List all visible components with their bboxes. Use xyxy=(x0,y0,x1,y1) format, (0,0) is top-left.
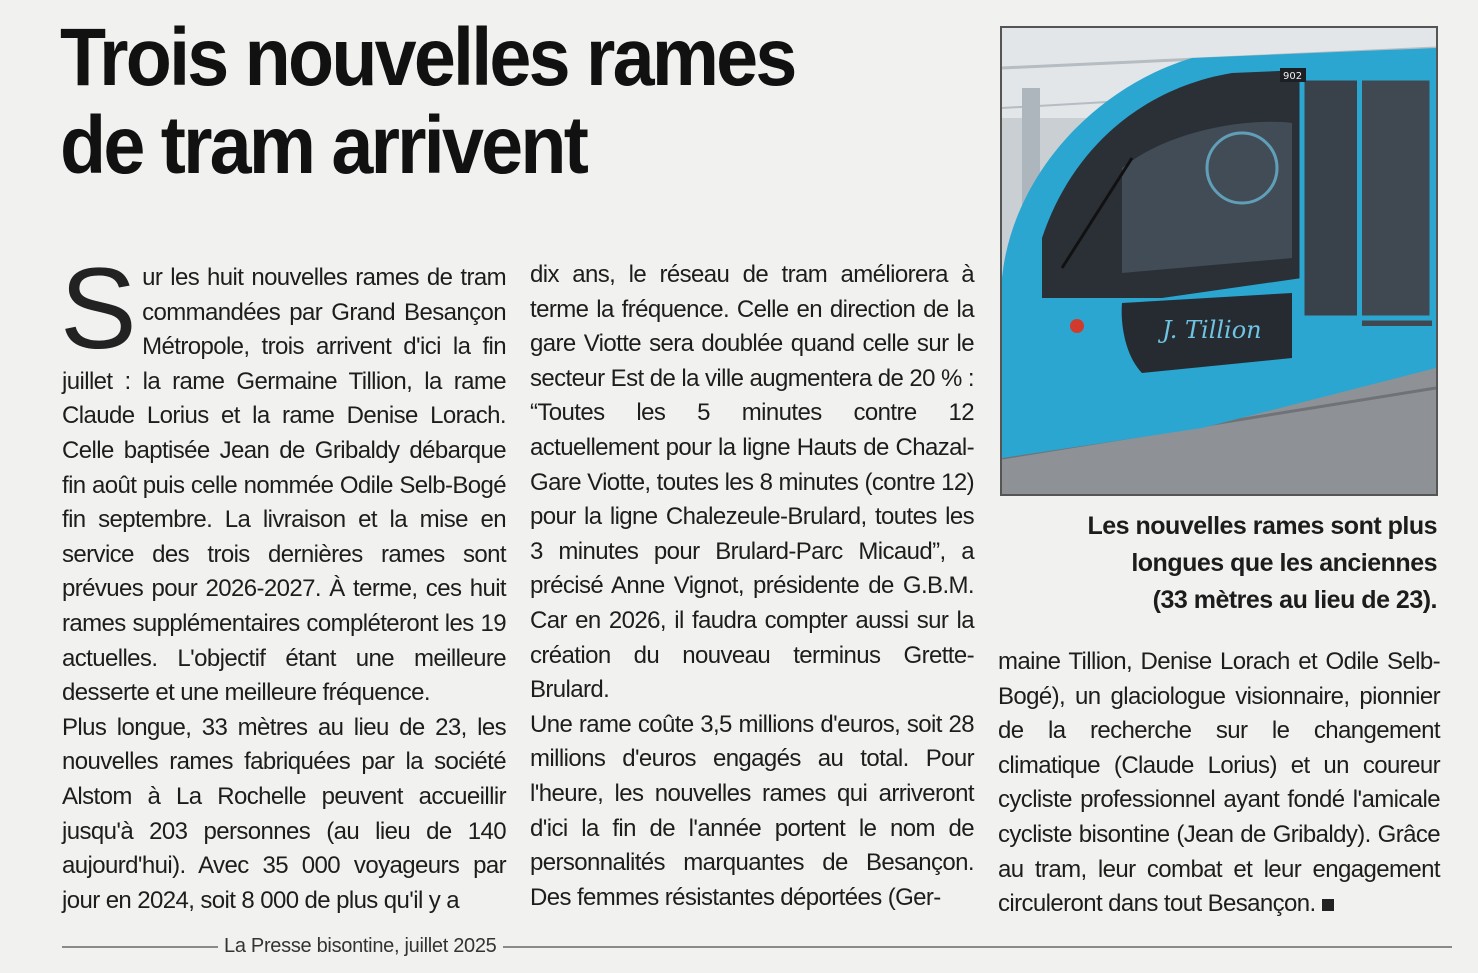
article-column-2 xyxy=(530,258,974,915)
article-paragraph: Plus longue, 33 mètres au lieu de 23, les nouvelles rames fabriquées par la société Alstom à La Rochelle peuvent accueillir jusqu'à 203 personnes (au lieu de 140 aujourd'hui). Avec 35 000 voyageurs par jour en 2024, soit 8 000 de plus qu'il y a xyxy=(62,713,506,914)
tram-number: 902 xyxy=(1283,71,1303,82)
tram-name-text: J. Tillion xyxy=(1162,316,1262,344)
article-paragraph: Une rame coûte 3,5 millions d'euros, soit 28 millions d'euros engagés au total. Pour l'heure, les nouvelles rames qui arriveront d'ici la fin de l'année portent le nom de personnalités marquantes de Besançon. Des femmes résistantes déportées (Ger- xyxy=(530,710,974,911)
headline-line-2: de tram arrivent xyxy=(60,100,587,191)
article-column-1 xyxy=(60,245,506,918)
photo-caption xyxy=(1005,508,1437,619)
tram-photo xyxy=(1000,26,1438,496)
paragraph-text: ur les huit nouvelles rames de tram commandées par Grand Besançon Métropole, trois arrivent d'ici la fin juillet : la rame Germaine Tillion, la rame Claude Lorius et la rame Denise Lorach. Celle baptisée Jean de Gribaldy débarque fin août puis celle nommée Odile Selb-Bogé fin septembre. La livraison et la mise en service des trois dernières rames sont prévues pour 2026-2027. À terme, ces huit rames supplémentaires compléteront les 19 actuelles. L'objectif étant une meilleure desserte et une meilleure fréquence. xyxy=(62,264,506,707)
article-paragraph xyxy=(998,645,1440,922)
headline xyxy=(60,14,916,190)
caption-line-3: (33 mètres au lieu de 23). xyxy=(1152,586,1437,614)
caption-line-1: Les nouvelles rames sont plus xyxy=(1087,512,1437,540)
article-paragraph: dix ans, le réseau de tram améliorera à terme la fréquence. Celle en direction de la gare Viotte sera doublée quand celle sur le secteur Est de la ville augmentera de 20 % : “Toutes les 5 minutes contre 12 actuellement pour la ligne Hauts de Chazal-Gare Viotte, toutes les 8 minutes (contre 12) pour la ligne Chalezeule-Brulard, toutes les 3 minutes pour Brulard-Parc Micaud”, a précisé Anne Vignot, présidente de G.B.M. Car en 2026, il faudra compter aussi sur la création du nouveau terminus Grette-Brulard. xyxy=(530,261,974,704)
article-paragraph xyxy=(60,245,506,711)
drop-cap: S xyxy=(60,245,137,373)
headline-line-1: Trois nouvelles rames xyxy=(60,12,795,103)
article-column-3 xyxy=(998,645,1440,922)
caption-line-2: longues que les anciennes xyxy=(1131,549,1437,577)
paragraph-text: maine Tillion, Denise Lorach et Odile Selb-Bogé), un glaciologue visionnaire, pionnier de la recherche sur le changement climatique (Claude Lorius) et un coureur cycliste professionnel ayant fondé l'amicale cycliste bisontine (Jean de Gribaldy). Grâce au tram, leur combat et leur engagement circuleront dans tout Besançon. xyxy=(998,648,1440,918)
footer-source: La Presse bisontine, juillet 2025 xyxy=(218,935,503,958)
end-mark-icon xyxy=(1322,899,1334,911)
